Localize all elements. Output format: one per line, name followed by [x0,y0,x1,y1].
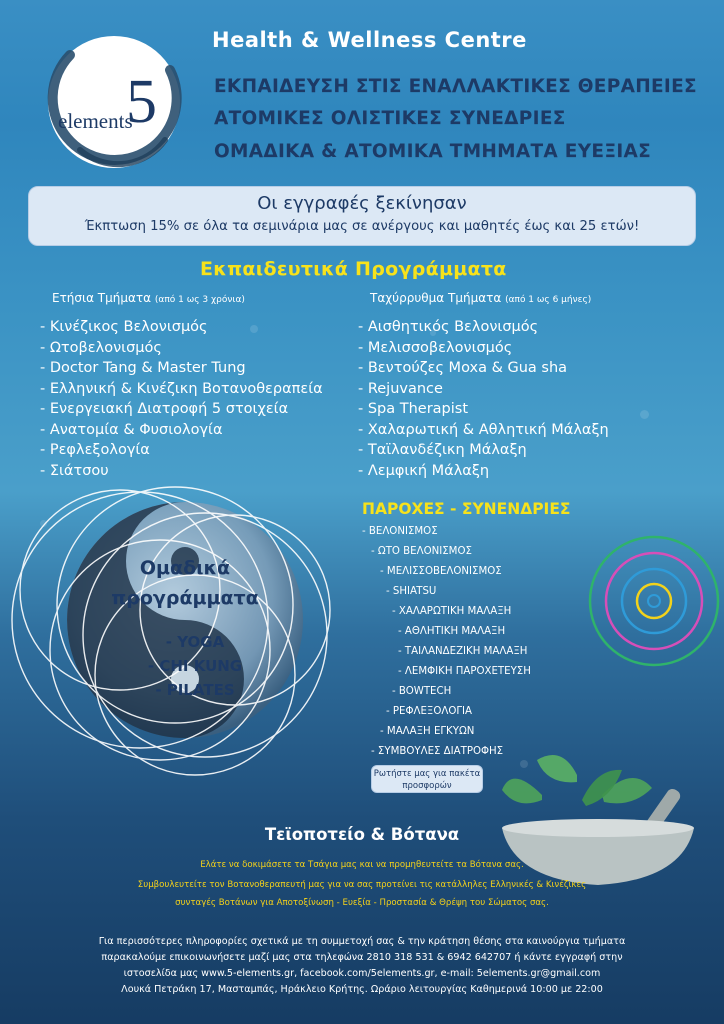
packet-label-line2: προσφορών [402,781,452,791]
group-title-line1: Ομαδικά [139,557,231,579]
tea-line-2: Συμβουλευτείτε τον Βοτανοθεραπευτή μας για να σας προτείνει τις κατάλληλες Ελληνικές & Κινέζικες [137,880,587,890]
service-item: - ΡΕΦΛΕΞΟΛΟΓΙΑ [386,706,473,717]
leaf [537,755,577,782]
group-item-pilates: - PILATES [155,681,235,699]
annual-heading-note: (από 1 ως 3 χρόνια) [154,295,245,305]
service-item: - SHIATSU [386,586,437,597]
list-item: - Κινέζικος Βελονισμός [40,319,208,335]
group-item-yoga: - YOGA [165,633,225,651]
logo-text: elements [58,109,133,133]
logo-number: 5 [126,68,157,136]
annual-programs-list [40,317,323,481]
list-item: - Spa Therapist [358,401,469,417]
header-line-1: ΕΚΠΑΙΔΕΥΣΗ ΣΤΙΣ ΕΝΑΛΛΑΚΤΙΚΕΣ ΘΕΡΑΠΕΙΕΣ [214,76,697,97]
service-item: - ΧΑΛΑΡΩΤΙΚΗ ΜΑΛΑΞΗ [392,606,512,617]
tea-title: Τεϊοποτείο & Βότανα [264,825,460,844]
header-title: Health & Wellness Centre [212,28,527,52]
banner-subtitle: Έκπτωση 15% σε όλα τα σεμινάρια μας σε ανέργους και μαθητές έως και 25 ετών! [84,219,640,234]
services-title: ΠΑΡΟΧΕΣ - ΣΥΝΕΝΔΡΙΕΣ [362,500,571,518]
list-item: - Λεμφική Μάλαξη [358,462,490,479]
service-item: - ΜΕΛΙΣΣΟΒΕΛΟΝΙΣΜΟΣ [380,566,502,577]
header-line-3: ΟΜΑΔΙΚΑ & ΑΤΟΜΙΚΑ ΤΜΗΜΑΤΑ ΕΥΕΞΙΑΣ [214,141,652,162]
ring-magenta [606,553,702,649]
annual-heading-label: Ετήσια Τμήματα [52,291,152,305]
fast-heading [370,291,591,305]
list-item: - Ενεργειακή Διατροφή 5 στοιχεία [40,401,289,417]
header-line-2: ΑΤΟΜΙΚΕΣ ΟΛΙΣΤΙΚΕΣ ΣΥΝΕΔΡΙΕΣ [214,108,566,129]
offer-packages-button[interactable] [371,765,483,793]
ring-blue [622,569,686,633]
service-item: - ΤΑΙΛΑΝΔΕΖΙΚΗ ΜΑΛΑΞΗ [398,646,528,657]
list-item: - Rejuvance [358,380,443,397]
footer-line-1: Για περισσότερες πληροφορίες σχετικά με τη συμμετοχή σας & την κράτηση θέσης στα καινούργια τμήματα [98,936,626,947]
list-item: - Ανατομία & Φυσιολογία [40,421,223,438]
bubble [640,410,649,419]
fast-programs-list [358,317,609,481]
list-item: - Αισθητικός Βελονισμός [358,319,539,335]
ring-center [648,595,660,607]
banner-title: Οι εγγραφές ξεκίνησαν [257,193,467,214]
tea-line-3: συνταγές Βοτάνων για Αποτοξίνωση - Ευεξία - Προστασία & Θρέψη του Σώματος σας. [175,898,549,908]
service-item: - ΒΕΛΟΝΙΣΜΟΣ [362,526,438,537]
list-item: - Ρεφλεξολογία [40,442,150,458]
list-item: - Σιάτσου [40,462,109,479]
fast-heading-note: (από 1 ως 6 μήνες) [505,295,592,305]
leaf [502,779,542,804]
service-item: - ΜΑΛΑΞΗ ΕΓΚΥΩΝ [380,726,475,737]
ring-yellow [637,584,671,618]
list-item: - Ταϊλανδέζικη Μάλαξη [358,442,527,458]
service-item: - ΣΥΜΒΟΥΛΕΣ ΔΙΑΤΡΟΦΗΣ [371,746,504,757]
registration-banner [28,186,696,246]
5-elements-logo [30,30,198,180]
packet-label-line1: Ρωτήστε μας για πακέτα [373,769,481,779]
concentric-circles-graphic [586,533,722,669]
group-item-chi-kung: - CHI KUNG [147,657,243,675]
service-item: - ΑΘΛΗΤΙΚΗ ΜΑΛΑΞΗ [398,626,506,637]
list-item: - Ελληνική & Κινέζικη Βοτανοθεραπεία [40,380,323,397]
list-item: - Doctor Tang & Master Tung [40,360,246,376]
list-item: - Βεντούζες Moxa & Gua sha [358,360,568,376]
group-title-line2: προγράμματα [111,587,259,609]
ring-green [590,537,718,665]
tea-line-1: Ελάτε να δοκιμάσετε τα Τσάγια μας και να προμηθευτείτε τα Βότανα σας. [200,860,524,870]
annual-heading [52,291,245,305]
footer-line-3: ιστοσελίδα μας www.5-elements.gr, facebook.com/5elements.gr, e-mail: 5elements.gr@gmail.com [123,968,601,979]
footer-line-4: Λουκά Πετράκη 17, Μασταμπάς, Ηράκλειο Κρήτης. Ωράριο λειτουργίας Καθημερινά 10:00 με 22:00 [121,984,603,995]
service-item: - BOWTECH [392,686,452,697]
fast-heading-label: Ταχύρρυθμα Τμήματα [370,291,502,305]
list-item: - Ωτοβελονισμός [40,339,162,356]
programs-title: Εκπαιδευτικά Προγράμματα [200,258,507,280]
list-item: - Μελισσοβελονισμός [358,339,513,356]
service-item: - ΩΤΟ ΒΕΛΟΝΙΣΜΟΣ [371,546,472,557]
service-item: - ΛΕΜΦΙΚΗ ΠΑΡΟΧΕΤΕΥΣΗ [398,666,531,677]
footer-line-2: παρακαλούμε επικοινωνήσετε μαζί μας στα τηλεφώνα 2810 318 531 & 6942 642707 ή κάντε εγγραφή στην [101,952,623,963]
list-item: - Χαλαρωτική & Αθλητική Μάλαξη [358,421,609,438]
